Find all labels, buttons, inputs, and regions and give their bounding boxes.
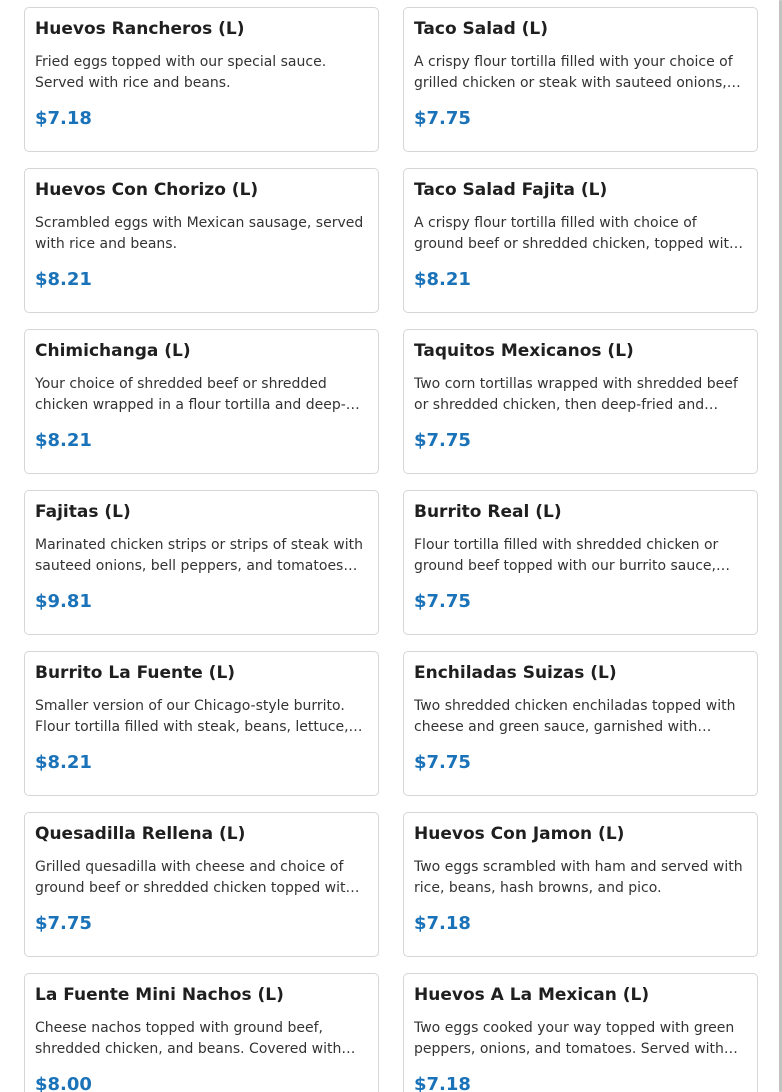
- menu-item-name: Chimichanga (L): [35, 341, 191, 361]
- menu-item-card[interactable]: [24, 7, 379, 152]
- menu-item-price: $7.18: [35, 108, 92, 129]
- menu-item-name: Burrito Real (L): [414, 502, 562, 522]
- menu-item-price: $8.21: [35, 752, 92, 773]
- menu-item-description: Two eggs cooked your way topped with green peppers, onions, and tomatoes. Served with…: [414, 1020, 738, 1057]
- menu-item-description: Flour tortilla filled with shredded chicken or ground beef topped with our burrito sauce,…: [414, 537, 730, 574]
- menu-item-price: $7.18: [414, 1074, 471, 1092]
- menu-item-description: A crispy flour tortilla filled with your choice of grilled chicken or steak with sauteed onions,…: [414, 54, 741, 91]
- menu-item-card[interactable]: [403, 651, 758, 796]
- menu-item-name: Huevos A La Mexican (L): [414, 985, 650, 1005]
- menu-item-description: Grilled quesadilla with cheese and choice of ground beef or shredded chicken topped wit…: [35, 859, 360, 896]
- menu-item-description: Cheese nachos topped with ground beef, shredded chicken, and beans. Covered with…: [35, 1020, 356, 1057]
- menu-item-card[interactable]: [403, 329, 758, 474]
- menu-item-price: $7.75: [35, 913, 92, 934]
- menu-item-description: Two eggs scrambled with ham and served with rice, beans, hash browns, and pico.: [414, 859, 743, 896]
- menu-item-card[interactable]: [403, 168, 758, 313]
- menu-item-price: $7.75: [414, 430, 471, 451]
- menu-item-description: Two shredded chicken enchiladas topped with cheese and green sauce, garnished with…: [414, 698, 736, 735]
- menu-item-price: $9.81: [35, 591, 92, 612]
- menu-item-name: Huevos Con Chorizo (L): [35, 180, 259, 200]
- menu-item-description: Your choice of shredded beef or shredded chicken wrapped in a flour tortilla and deep-…: [35, 376, 360, 413]
- menu-item-card[interactable]: [403, 7, 758, 152]
- menu-item-price: $8.21: [35, 430, 92, 451]
- menu-item-price: $8.00: [35, 1074, 92, 1092]
- menu-item-name: Taco Salad (L): [414, 19, 549, 39]
- menu-item-card[interactable]: [24, 329, 379, 474]
- menu-item-price: $8.21: [35, 269, 92, 290]
- menu-item-price: $7.18: [414, 913, 471, 934]
- menu-item-name: Huevos Con Jamon (L): [414, 824, 625, 844]
- menu-item-name: Enchiladas Suizas (L): [414, 663, 617, 683]
- menu-item-description: Marinated chicken strips or strips of steak with sauteed onions, bell peppers, and tomatoes…: [35, 537, 363, 574]
- menu-item-name: Huevos Rancheros (L): [35, 19, 245, 39]
- menu-item-card[interactable]: [24, 490, 379, 635]
- menu-item-price: $7.75: [414, 752, 471, 773]
- menu-item-price: $7.75: [414, 108, 471, 129]
- menu-item-price: $7.75: [414, 591, 471, 612]
- menu-item-grid: [24, 7, 758, 1092]
- menu-item-description: A crispy flour tortilla filled with choice of ground beef or shredded chicken, topped wit…: [414, 215, 743, 252]
- menu-item-description: Smaller version of our Chicago-style burrito. Flour tortilla filled with steak, beans, lettuce,…: [35, 698, 363, 735]
- menu-item-description: Scrambled eggs with Mexican sausage, served with rice and beans.: [35, 215, 364, 252]
- menu-item-name: Taquitos Mexicanos (L): [414, 341, 634, 361]
- menu-item-name: Taco Salad Fajita (L): [414, 180, 608, 200]
- menu-item-card[interactable]: [24, 812, 379, 957]
- menu-item-card[interactable]: [403, 812, 758, 957]
- menu-item-card[interactable]: [403, 973, 758, 1092]
- menu-item-card[interactable]: [24, 651, 379, 796]
- menu-item-name: Quesadilla Rellena (L): [35, 824, 246, 844]
- menu-item-card[interactable]: [24, 168, 379, 313]
- menu-item-price: $8.21: [414, 269, 471, 290]
- menu-item-description: Two corn tortillas wrapped with shredded beef or shredded chicken, then deep-fried and…: [414, 376, 738, 413]
- menu-item-description: Fried eggs topped with our special sauce. Served with rice and beans.: [35, 54, 327, 91]
- menu-item-name: La Fuente Mini Nachos (L): [35, 985, 284, 1005]
- menu-item-name: Burrito La Fuente (L): [35, 663, 236, 683]
- menu-item-card[interactable]: [403, 490, 758, 635]
- menu-item-name: Fajitas (L): [35, 502, 131, 522]
- menu-item-card[interactable]: [24, 973, 379, 1092]
